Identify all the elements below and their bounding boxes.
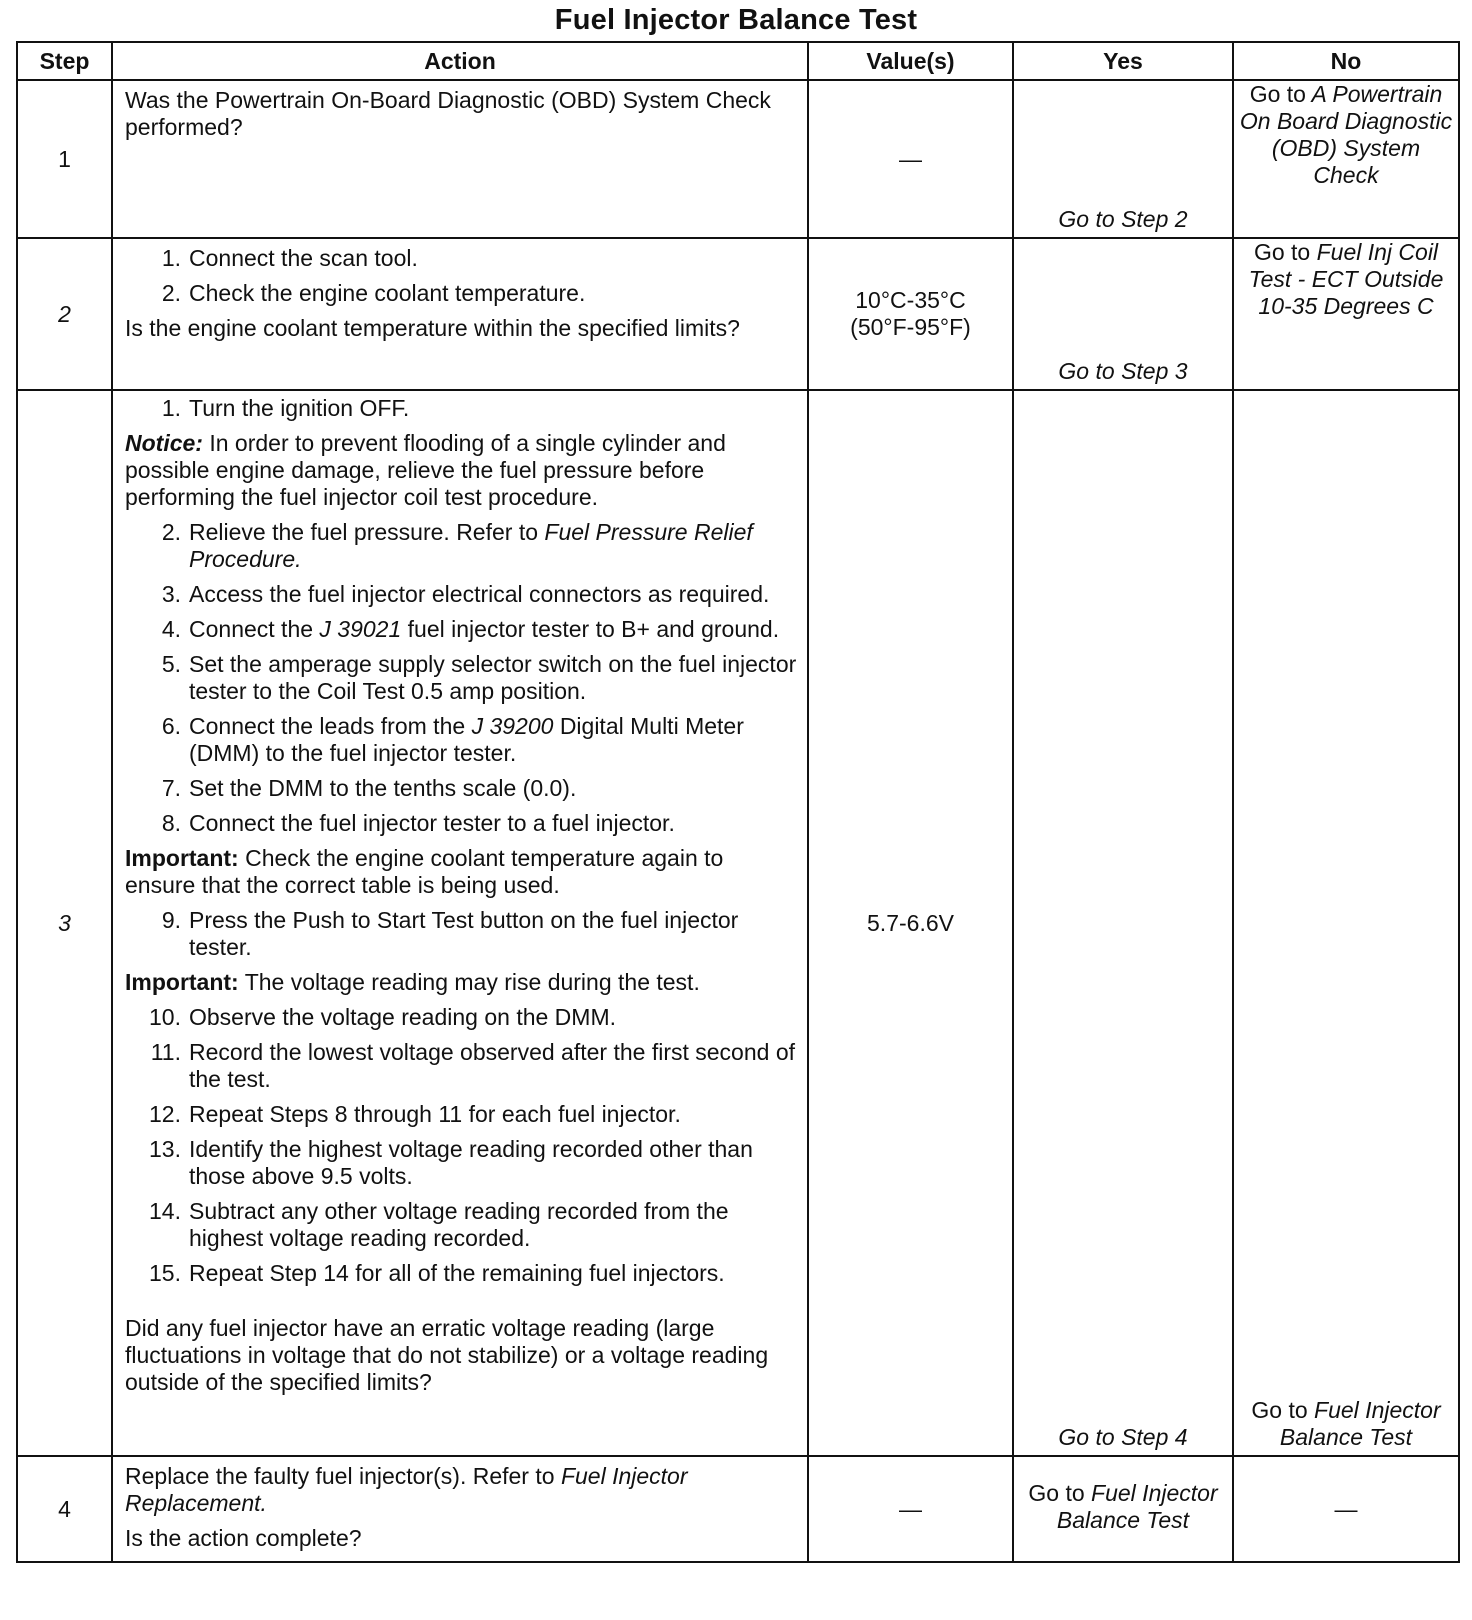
table-row xyxy=(17,390,1459,1456)
value-line: (50°F-95°F) xyxy=(850,314,971,340)
header-action: Action xyxy=(112,42,808,80)
tool-reference: J 39200 xyxy=(471,713,554,739)
list-item: 3. Access the fuel injector electrical connectors as required. xyxy=(161,581,770,607)
table-row xyxy=(17,1456,1459,1562)
list-item: 5. Set the amperage supply selector switch on the fuel injector tester to the Coil Test 0.5 amp position. xyxy=(161,651,797,704)
list-item: 9. Press the Push to Start Test button on the fuel injector tester. xyxy=(161,907,739,960)
action-question: Was the Powertrain On-Board Diagnostic (OBD) System Check performed? xyxy=(125,87,771,140)
action-text: Replace the faulty fuel injector(s). Refer to Fuel Injector Replacement. xyxy=(125,1463,688,1516)
header-yes: Yes xyxy=(1013,42,1233,80)
list-item: 8. Connect the fuel injector tester to a fuel injector. xyxy=(161,810,675,836)
yes-cell: Go to Step 4 xyxy=(1013,390,1233,1456)
list-item: 10. Observe the voltage reading on the DMM. xyxy=(149,1004,617,1030)
table-row xyxy=(17,238,1459,390)
reference-link: Fuel Pressure Relief Procedure. xyxy=(189,519,753,572)
tool-reference: J 39021 xyxy=(319,616,402,642)
value-cell: — xyxy=(808,1456,1013,1562)
value-cell xyxy=(808,238,1013,390)
notice-label: Notice: xyxy=(125,430,203,456)
important-paragraph: Important: The voltage reading may rise during the test. xyxy=(125,969,700,995)
list-item: 15. Repeat Step 14 for all of the remaining fuel injectors. xyxy=(149,1260,725,1286)
list-item: 1. Connect the scan tool. xyxy=(161,245,418,271)
list-item: 1. Turn the ignition OFF. xyxy=(161,395,410,421)
action-cell xyxy=(112,390,808,1456)
action-question: Is the engine coolant temperature within the specified limits? xyxy=(125,315,740,341)
no-cell xyxy=(1233,238,1459,390)
header-values: Value(s) xyxy=(808,42,1013,80)
yes-cell: Go to Step 2 xyxy=(1013,80,1233,238)
notice-paragraph: Notice: In order to prevent flooding of a single cylinder and possible engine damage, relieve the fuel pressure before performing the fuel injector coil test procedure. xyxy=(125,430,726,510)
table-row xyxy=(17,80,1459,238)
list-item: 12. Repeat Steps 8 through 11 for each fuel injector. xyxy=(149,1101,681,1127)
reference-link: Fuel Injector Replacement. xyxy=(125,1463,688,1516)
action-steps xyxy=(125,245,797,307)
yes-prefix: Go to xyxy=(1028,1480,1085,1506)
step-number: 3 xyxy=(17,390,112,1456)
list-item: 4. Connect the J 39021 fuel injector tester to B+ and ground. xyxy=(161,616,780,642)
yes-cell xyxy=(1013,1456,1233,1562)
value-cell: 5.7-6.6V xyxy=(808,390,1013,1456)
list-item: 7. Set the DMM to the tenths scale (0.0). xyxy=(161,775,577,801)
page-title: Fuel Injector Balance Test xyxy=(554,4,918,36)
action-cell xyxy=(112,80,808,238)
no-cell: — xyxy=(1233,1456,1459,1562)
yes-cell: Go to Step 3 xyxy=(1013,238,1233,390)
action-steps xyxy=(125,1004,797,1287)
list-item: 11. Record the lowest voltage observed after the first second of the test. xyxy=(150,1039,795,1092)
value-cell: — xyxy=(808,80,1013,238)
value-line: 10°C-35°C xyxy=(855,287,966,313)
yes-reference: Fuel Injector Balance Test xyxy=(1056,1480,1218,1533)
no-cell xyxy=(1233,390,1459,1456)
important-paragraph: Important: Check the engine coolant temperature again to ensure that the correct table is being used. xyxy=(125,845,724,898)
step-number: 2 xyxy=(17,238,112,390)
list-item: 2. Check the engine coolant temperature. xyxy=(161,280,586,306)
action-question: Did any fuel injector have an erratic voltage reading (large fluctuations in voltage that do not stabilize) or a voltage reading outside of the specified limits? xyxy=(125,1315,769,1395)
list-item: 13. Identify the highest voltage reading recorded other than those above 9.5 volts. xyxy=(149,1136,753,1189)
important-label: Important: xyxy=(125,969,239,995)
header-no: No xyxy=(1233,42,1459,80)
list-item: 14. Subtract any other voltage reading recorded from the highest voltage reading recorded. xyxy=(149,1198,729,1251)
no-prefix: Go to xyxy=(1251,1397,1308,1423)
diagnostic-table xyxy=(16,41,1460,1563)
header-step: Step xyxy=(17,42,112,80)
step-number: 1 xyxy=(17,80,112,238)
action-question: Is the action complete? xyxy=(125,1525,362,1551)
step-number: 4 xyxy=(17,1456,112,1562)
action-cell xyxy=(112,238,808,390)
list-item: 6. Connect the leads from the J 39200 Digital Multi Meter (DMM) to the fuel injector tester. xyxy=(161,713,744,766)
action-steps xyxy=(125,519,797,837)
no-reference: A Powertrain On Board Diagnostic (OBD) System Check xyxy=(1239,81,1453,188)
important-label: Important: xyxy=(125,845,239,871)
no-prefix: Go to xyxy=(1249,81,1306,107)
action-steps xyxy=(125,907,797,961)
no-prefix: Go to xyxy=(1253,239,1311,265)
list-item: 2. Relieve the fuel pressure. Refer to Fuel Pressure Relief Procedure. xyxy=(161,519,753,572)
header-row xyxy=(17,42,1459,80)
no-reference: Fuel Injector Balance Test xyxy=(1279,1397,1441,1450)
no-cell xyxy=(1233,80,1459,238)
action-cell xyxy=(112,1456,808,1562)
no-reference: Fuel Inj Coil Test - ECT Outside 10-35 Degrees C xyxy=(1248,239,1444,319)
action-steps xyxy=(125,395,797,422)
